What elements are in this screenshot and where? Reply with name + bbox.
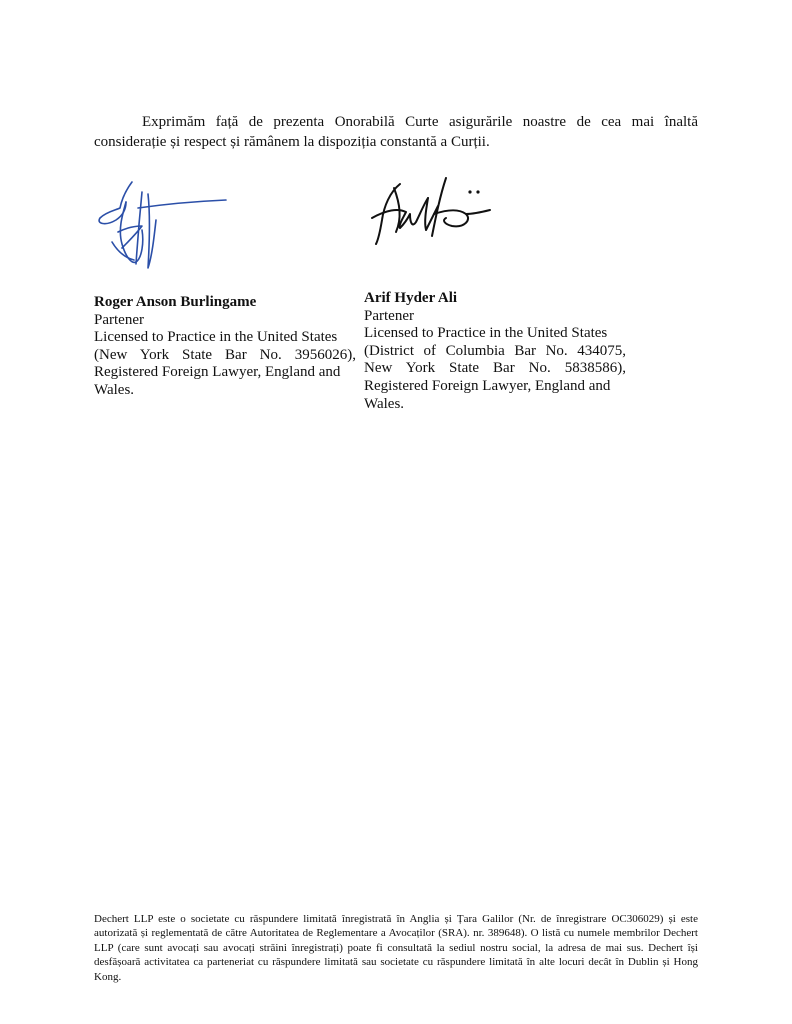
signer-credential-line: (New York State Bar No. 3956026), <box>94 346 356 363</box>
signature-ali <box>366 170 496 254</box>
signature-ali-drawing <box>366 170 496 254</box>
signature-dot <box>468 190 471 193</box>
signer-credential-line: (District of Columbia Bar No. 434075, <box>364 342 626 359</box>
closing-paragraph <box>94 112 698 152</box>
signer-role: Partener <box>364 307 414 324</box>
signer-block-ali <box>364 290 626 413</box>
signer-credential-line: Registered Foreign Lawyer, England and <box>364 377 611 394</box>
signer-role: Partener <box>94 311 144 328</box>
signer-block-burlingame <box>94 294 356 400</box>
legal-footer: Dechert LLP este o societate cu răspundere limitată înregistrată în Anglia și Țara Galilor (Nr. de înregistrare OC306029) și este autorizată și reglementată de către Autoritatea de Reglementare a Avocaților (SRA). nr. 389648). O listă cu numele membrilor Dechert LLP (care sunt avocați sau avocați străini înregistrați) poate fi consultată la sediul nostru social, la adresa de mai sus. Dechert își desfășoară activitatea ca parteneriat cu răspundere limitată sau societate cu răspundere limitată în alte locuri decât în Dublin și Hong Kong. <box>94 913 698 983</box>
signer-credential-line: Wales. <box>364 395 405 412</box>
signer-credential-line: New York State Bar No. 5838586), <box>364 360 626 377</box>
closing-paragraph-text: Exprimăm față de prezenta Onorabilă Curte asigurările noastre de cea mai înaltă considerație și respect și rămânem la dispoziția constantă a Curții. <box>94 114 698 150</box>
signer-credential-line: Licensed to Practice in the United States <box>94 329 338 346</box>
signer-credential-line: Licensed to Practice in the United States <box>364 325 608 342</box>
signer-credential-line: Wales. <box>94 381 135 398</box>
signer-credential-line: Registered Foreign Lawyer, England and <box>94 364 341 381</box>
signer-name: Roger Anson Burlingame <box>94 294 257 310</box>
signer-name: Arif Hyder Ali <box>364 290 458 306</box>
signature-burlingame <box>92 172 232 276</box>
signature-dot <box>476 190 479 193</box>
signature-burlingame-drawing <box>92 172 232 276</box>
